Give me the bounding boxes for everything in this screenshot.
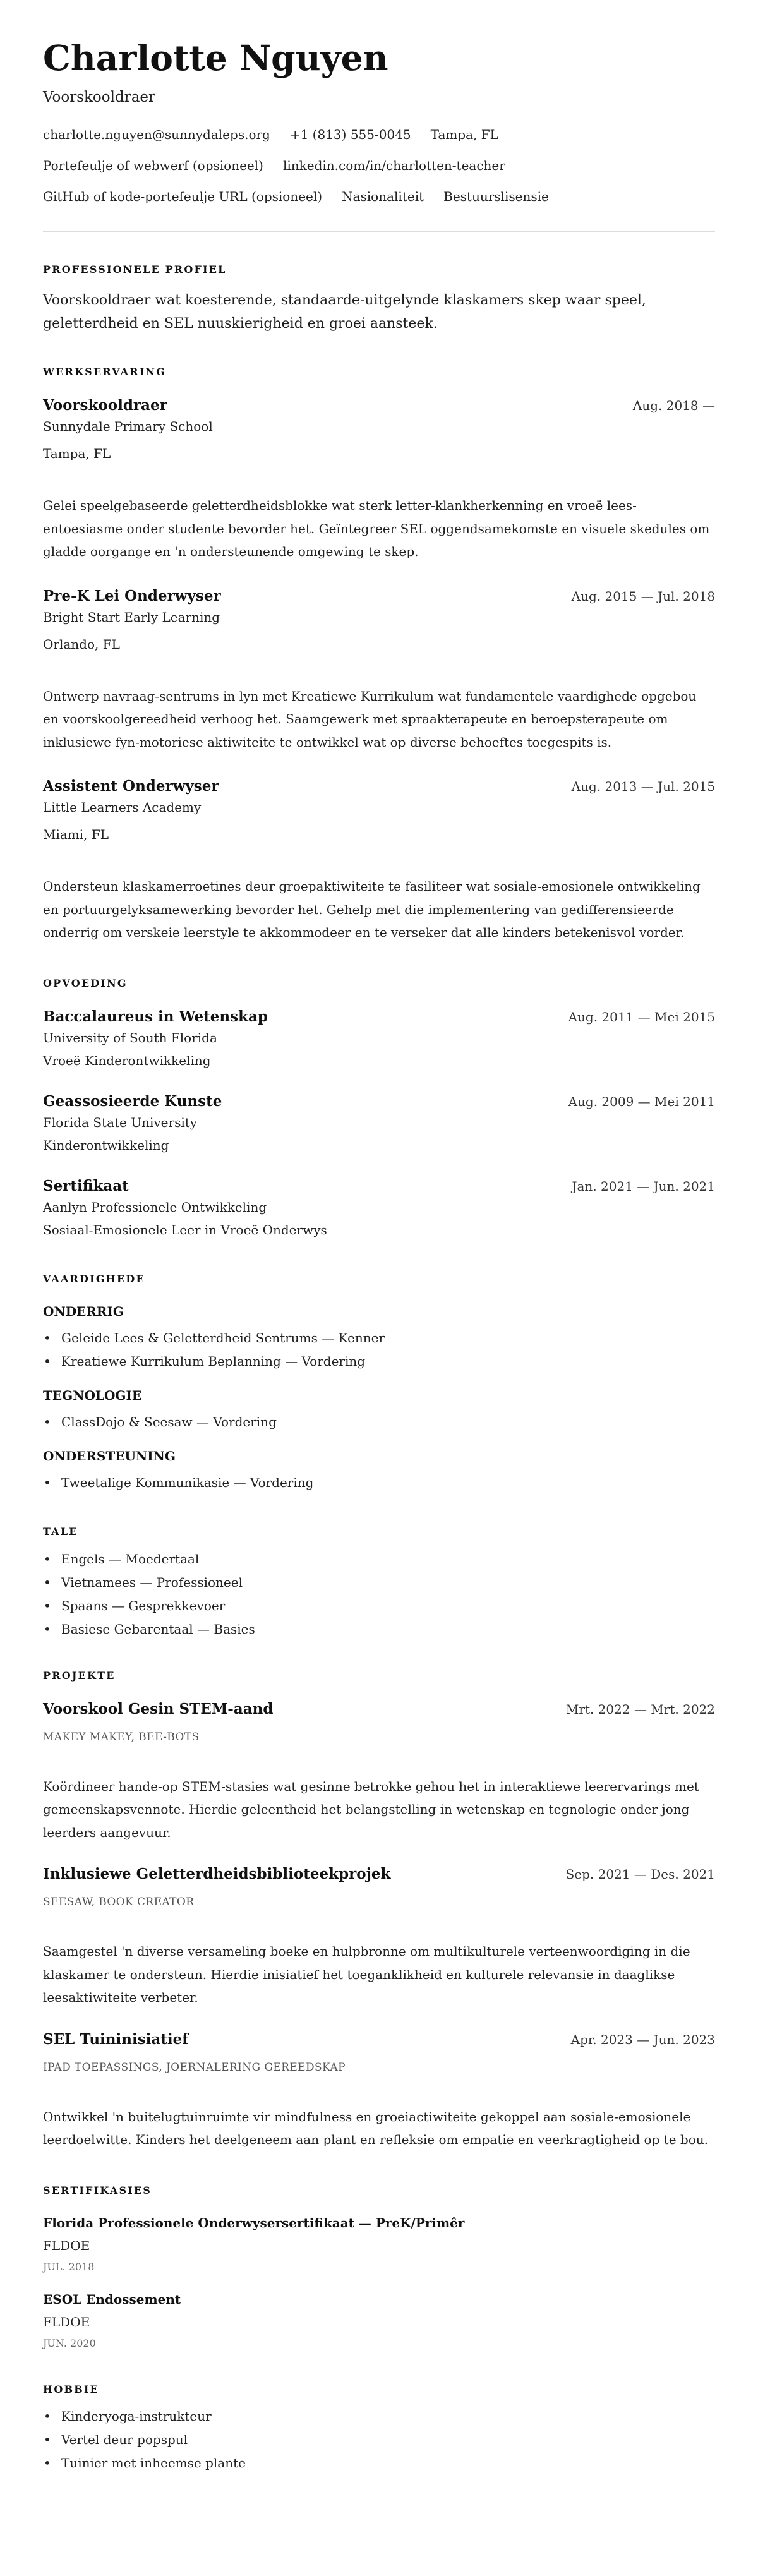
profile-section (43, 263, 715, 335)
field-of-study: Vroeë Kinderontwikkeling (43, 1052, 211, 1068)
project-dates: Mrt. 2022 — Mrt. 2022 (565, 1701, 715, 1717)
education-entry (43, 1177, 715, 1241)
job-title: Voorskooldraer (43, 397, 167, 414)
school-name: University of South Florida (43, 1030, 217, 1045)
phone-link[interactable]: +1 (813) 555-0045 (289, 127, 411, 142)
degree-title: Baccalaureus in Wetenskap (43, 1008, 268, 1025)
education-dates: Jan. 2021 — Jun. 2021 (572, 1178, 715, 1194)
project-title: SEL Tuininisiatief (43, 2030, 189, 2048)
project-dates: Sep. 2021 — Des. 2021 (565, 1867, 715, 1882)
project-title: Inklusiewe Geletterdheidsbiblioteekprojek (43, 1865, 391, 1882)
certification-date: JUL. 2018 (43, 2260, 95, 2273)
hobby-list (43, 2405, 715, 2475)
project-entry (43, 1700, 715, 1845)
linkedin-link[interactable]: linkedin.com/in/charlotten-teacher (282, 158, 505, 173)
job-location: Miami, FL (43, 827, 109, 842)
job-dates: Aug. 2013 — Jul. 2015 (571, 779, 715, 794)
degree-title: Sertifikaat (43, 1177, 129, 1195)
profile-summary: Voorskooldraer wat koesterende, standaarde-uitgelynde klaskamers skep waar speel, geletterdheid en SEL nuuskierigheid en groei aansteek. (43, 292, 646, 332)
project-entry (43, 2030, 715, 2152)
project-dates: Apr. 2023 — Jun. 2023 (570, 2031, 715, 2047)
certification-entry (43, 2290, 715, 2351)
section-heading: HOBBIE (43, 2383, 99, 2395)
certifications-section (43, 2184, 715, 2351)
projects-section (43, 1670, 715, 2152)
section-heading: TALE (43, 1525, 78, 1538)
project-title: Voorskool Gesin STEM-aand (43, 1700, 274, 1718)
skill-item: • Tweetalige Kommunikasie — Vordering (43, 1471, 715, 1495)
contact-row (43, 187, 715, 206)
project-tech: SEESAW, BOOK CREATOR (43, 1896, 195, 1908)
contact-row (43, 125, 715, 144)
job-dates: Aug. 2018 — (632, 398, 715, 413)
project-tech: MAKEY MAKEY, BEE-BOTS (43, 1730, 200, 1743)
job-company: Little Learners Academy (43, 800, 202, 815)
education-dates: Aug. 2009 — Mei 2011 (568, 1093, 715, 1109)
candidate-title: Voorskooldraer (43, 89, 156, 105)
github-link[interactable]: GitHub of kode-portefeulje URL (opsioneel) (43, 189, 323, 204)
hobbies-section (43, 2383, 715, 2475)
certification-date: JUN. 2020 (43, 2337, 96, 2349)
field-of-study: Sosiaal-Emosionele Leer in Vroeë Onderwys (43, 1222, 327, 1237)
language-list (43, 1548, 715, 1641)
education-section (43, 977, 715, 1241)
skill-item: • ClassDojo & Seesaw — Vordering (43, 1411, 715, 1434)
project-description: Ontwikkel 'n buitelugtuinruimte vir mindfulness en groeiactiwiteite gekoppel aan sosiale-emosionele leerdoelwitte. Kinders het deelgeneem aan plant en refleksie om empatie en veerkragtigheid op te bou. (43, 2109, 709, 2147)
education-entry (43, 1092, 715, 1157)
portfolio-link[interactable]: Portefeulje of webwerf (opsioneel) (43, 158, 263, 173)
language-item: • Engels — Moedertaal (43, 1548, 715, 1571)
job-title: Pre-K Lei Onderwyser (43, 587, 221, 605)
certification-issuer: FLDOE (43, 2237, 90, 2253)
certification-title: Florida Professionele Onderwysersertifikaat — PreK/Primêr (43, 2215, 465, 2230)
section-heading: SERTIFIKASIES (43, 2184, 152, 2196)
skill-list (43, 1411, 715, 1434)
skill-item: • Kreatiewe Kurrikulum Beplanning — Vordering (43, 1350, 715, 1373)
section-heading: PROFESSIONELE PROFIEL (43, 263, 227, 275)
hobby-item: • Kinderyoga-instrukteur (43, 2405, 715, 2428)
skill-category: ONDERSTEUNING (43, 1448, 176, 1464)
section-heading: PROJEKTE (43, 1669, 116, 1682)
job-description: Ontwerp navraag-sentrums in lyn met Kreatiewe Kurrikulum wat fundamentele vaardighede opgebou en voorskoolgereedheid verhoog het. Saamgewerk met spraakterapeute en beroepsterapeute om inklusiewe fyn-motoriese aktiwiteite te ontwikkel wat op diverse behoeftes toegespits is. (43, 688, 697, 750)
contact-row (43, 156, 715, 175)
job-location: Tampa, FL (43, 446, 111, 461)
skill-category: TEGNOLOGIE (43, 1387, 142, 1403)
hobby-item: • Tuinier met inheemse plante (43, 2452, 715, 2475)
languages-section (43, 1526, 715, 1641)
project-description: Koördineer hande-op STEM-stasies wat gesinne betrokke gehou het in interaktiewe leerervarings met gemeenskapsvennote. Hierdie geleentheid het belangstelling in wetenskap en tegnologie onder jong leerders aangevuur. (43, 1778, 699, 1840)
skills-section (43, 1273, 715, 1495)
project-description: Saamgestel 'n diverse versameling boeke en hulpbronne om multikulturele verteenwoordiging in die klaskamer te ondersteun. Hierdie inisiatief het toeganklikheid en kulturele relevansie in daaglikse leesaktiwiteite verbeter. (43, 1944, 690, 2005)
field-of-study: Kinderontwikkeling (43, 1137, 169, 1153)
skill-list (43, 1327, 715, 1373)
project-tech: IPAD TOEPASSINGS, JOERNALERING GEREEDSKAP (43, 2061, 346, 2074)
certification-title: ESOL Endossement (43, 2291, 181, 2307)
job-description: Gelei speelgebaseerde geletterdheidsblokke wat sterk letter-klankherkenning en vroeë lees-entoesiasme onder studente bevorder het. Geïntegreer SEL oggendsamekomste en visuele skedules om gladde oorgange en 'n ondersteunende omgewing te skep. (43, 498, 710, 559)
section-heading: VAARDIGHEDE (43, 1272, 145, 1285)
education-dates: Aug. 2011 — Mei 2015 (568, 1009, 715, 1025)
nationality-text: Nasionaliteit (342, 189, 424, 204)
section-heading: OPVOEDING (43, 977, 128, 989)
job-dates: Aug. 2015 — Jul. 2018 (571, 588, 715, 604)
school-name: Aanlyn Professionele Ontwikkeling (43, 1199, 267, 1215)
drivers-license-text: Bestuurslisensie (443, 189, 549, 204)
candidate-name: Charlotte Nguyen (43, 37, 388, 78)
job-title: Assistent Onderwyser (43, 778, 219, 795)
job-entry (43, 587, 715, 754)
skill-item: • Geleide Lees & Geletterdheid Sentrums — Kenner (43, 1327, 715, 1350)
degree-title: Geassosieerde Kunste (43, 1092, 222, 1110)
language-item: • Vietnamees — Professioneel (43, 1571, 715, 1594)
resume-header (43, 38, 715, 206)
project-entry (43, 1865, 715, 2009)
hobby-item: • Vertel deur popspul (43, 2428, 715, 2452)
skill-category: ONDERRIG (43, 1303, 124, 1319)
job-description: Ondersteun klaskamerroetines deur groepaktiwiteite te fasiliteer wat sosiale-emosionele ontwikkeling en portuurgelyksamewerking bevorder het. Gehelp met die implementering van gedifferensieerde onderrig om verskeie leerstyle te akkommodeer en te verseker dat alle kinders betekenisvol vorder. (43, 879, 701, 940)
job-company: Bright Start Early Learning (43, 609, 220, 625)
certification-issuer: FLDOE (43, 2314, 90, 2330)
job-company: Sunnydale Primary School (43, 419, 213, 434)
email-link[interactable]: charlotte.nguyen@sunnydaleps.org (43, 127, 270, 142)
header-divider (43, 231, 715, 232)
experience-section (43, 366, 715, 944)
section-heading: WERKSERVARING (43, 366, 167, 378)
job-location: Orlando, FL (43, 636, 120, 652)
language-item: • Spaans — Gesprekkevoer (43, 1594, 715, 1618)
job-entry (43, 777, 715, 944)
location-text: Tampa, FL (430, 127, 498, 142)
school-name: Florida State University (43, 1114, 198, 1130)
language-item: • Basiese Gebarentaal — Basies (43, 1618, 715, 1641)
education-entry (43, 1008, 715, 1072)
skill-list (43, 1471, 715, 1495)
certification-entry (43, 2214, 715, 2275)
job-entry (43, 396, 715, 563)
